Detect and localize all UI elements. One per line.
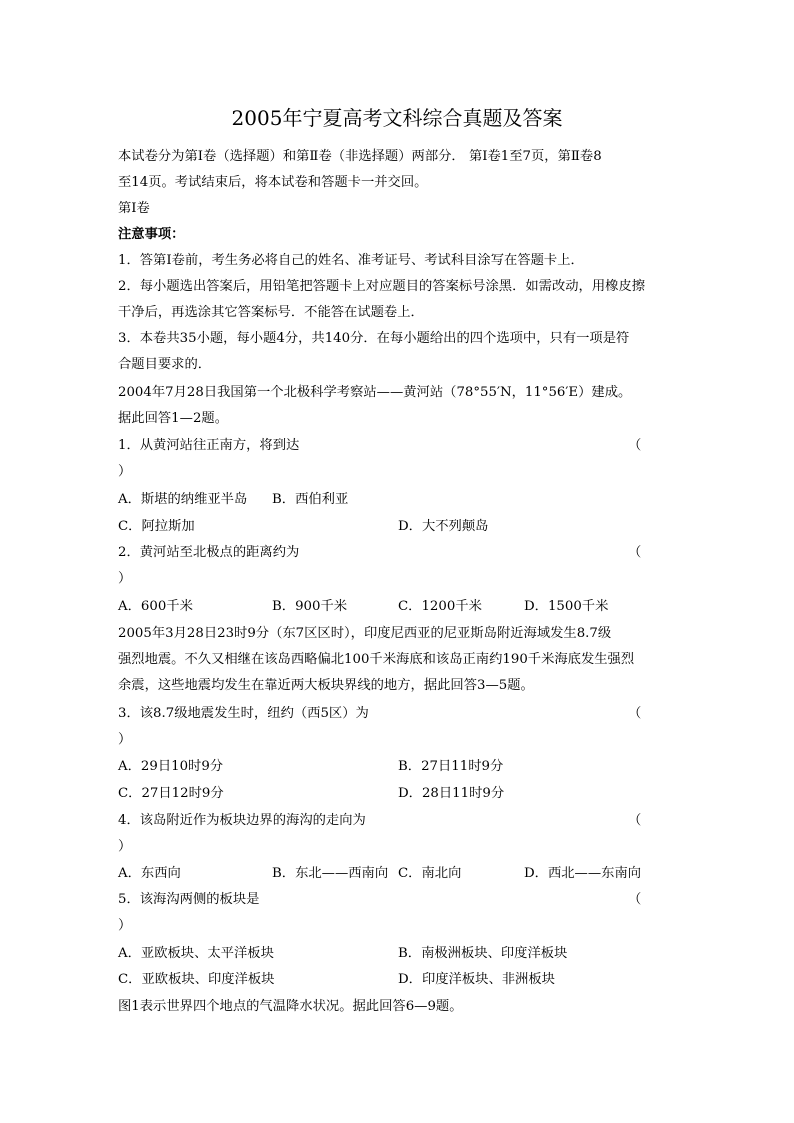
- question-3-option-c: C．27日12时9分: [118, 786, 224, 801]
- question-5-close-paren: ）: [118, 918, 132, 933]
- question-2-stem: 2．黄河站至北极点的距离约为: [118, 545, 300, 560]
- passage2-line-2: 强烈地震。不久又相继在该岛西略偏北100千米海底和该岛正南约190千米海底发生强烈: [118, 652, 635, 667]
- question-4-open-paren: （: [628, 813, 642, 828]
- question-3-close-paren: ）: [118, 732, 132, 747]
- intro-line-1: 本试卷分为第Ⅰ卷（选择题）和第Ⅱ卷（非选择题）两部分． 第Ⅰ卷1至7页，第Ⅱ卷8: [118, 149, 602, 164]
- passage1-line-1: 2004年7月28日我国第一个北极科学考察站——黄河站（78°55′N，11°56′E）建成。: [118, 385, 632, 400]
- question-3-option-b: B．27日11时9分: [398, 759, 504, 774]
- question-1-open-paren: （: [628, 438, 642, 453]
- question-5-option-d: D．印度洋板块、非洲板块: [398, 972, 555, 987]
- question-3-stem: 3．该8.7级地震发生时，纽约（西5区）为: [118, 706, 369, 721]
- question-1-close-paren: ）: [118, 464, 132, 479]
- question-4-stem: 4．该岛附近作为板块边界的海沟的走向为: [118, 813, 366, 828]
- question-1-option-d: D．大不列颠岛: [398, 519, 489, 534]
- question-3-option-a: A．29日10时9分: [118, 759, 224, 774]
- question-2-option-b: B．900千米: [272, 599, 348, 614]
- question-2-option-c: C．1200千米: [398, 599, 482, 614]
- passage1-line-2: 据此回答1—2题。: [118, 411, 228, 426]
- question-5-option-c: C．亚欧板块、印度洋板块: [118, 972, 275, 987]
- question-1-option-b: B．西伯利亚: [272, 492, 349, 507]
- question-5-open-paren: （: [628, 892, 642, 907]
- question-3-open-paren: （: [628, 706, 642, 721]
- question-5-option-a: A．亚欧板块、太平洋板块: [118, 946, 274, 961]
- question-5-option-b: B．南极洲板块、印度洋板块: [398, 946, 568, 961]
- question-4-close-paren: ）: [118, 839, 132, 854]
- intro-line-2: 至14页。考试结束后，将本试卷和答题卡一并交回。: [118, 175, 428, 190]
- question-4-option-c: C．南北向: [398, 866, 462, 881]
- question-4-option-b: B．东北——西南向: [272, 866, 389, 881]
- notice-heading: 注意事项：: [118, 227, 185, 242]
- question-2-option-a: A．600千米: [118, 599, 193, 614]
- question-1-option-a: A．斯堪的纳维亚半岛: [118, 492, 248, 507]
- page-title: 2005年宁夏高考文科综合真题及答案: [231, 106, 563, 130]
- question-1-option-c: C．阿拉斯加: [118, 519, 195, 534]
- notice-line-4: 3．本卷共35小题，每小题4分，共140分．在每小题给出的四个选项中，只有一项是符: [118, 331, 630, 346]
- question-2-close-paren: ）: [118, 571, 132, 586]
- question-2-option-d: D．1500千米: [524, 599, 609, 614]
- question-5-stem: 5．该海沟两侧的板块是: [118, 892, 260, 907]
- question-3-option-d: D．28日11时9分: [398, 786, 505, 801]
- question-4-option-a: A．东西向: [118, 866, 181, 881]
- notice-line-1: 1．答第Ⅰ卷前，考生务必将自己的姓名、准考证号、考试科目涂写在答题卡上．: [118, 253, 584, 268]
- passage3-line: 图1表示世界四个地点的气温降水状况。据此回答6—9题。: [118, 999, 463, 1014]
- notice-line-5: 合题目要求的．: [118, 357, 212, 372]
- notice-line-3: 干净后，再选涂其它答案标号．不能答在试题卷上．: [118, 305, 424, 320]
- passage2-line-3: 余震，这些地震均发生在靠近两大板块界线的地方，据此回答3—5题。: [118, 678, 534, 693]
- section-heading: 第Ⅰ卷: [118, 201, 150, 216]
- notice-line-2: 2．每小题选出答案后，用铅笔把答题卡上对应题目的答案标号涂黑．如需改动，用橡皮擦: [118, 279, 646, 294]
- question-1-stem: 1．从黄河站往正南方，将到达: [118, 438, 300, 453]
- question-2-open-paren: （: [628, 545, 642, 560]
- passage2-line-1: 2005年3月28日23时9分（东7区区时），印度尼西亚的尼亚斯岛附近海域发生8.7级: [118, 626, 612, 641]
- question-4-option-d: D．西北——东南向: [524, 866, 642, 881]
